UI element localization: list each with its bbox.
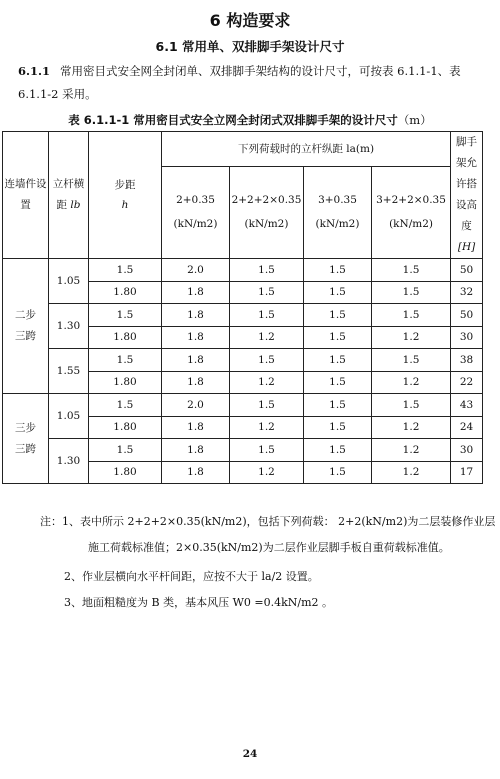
table-cell: 1.5 — [304, 304, 372, 327]
intro-paragraph — [18, 60, 486, 106]
lb-cell: 1.30 — [49, 439, 89, 484]
header-load-value: 2+2+2×0.35 — [231, 194, 302, 207]
table-cell: 38 — [451, 349, 483, 372]
table-cell: 1.2 — [230, 371, 304, 394]
header-bujv — [89, 132, 162, 259]
table-cell: 1.5 — [372, 349, 451, 372]
table-cell: 1.80 — [89, 461, 162, 484]
table-cell: 17 — [451, 461, 483, 484]
table-cell: 1.5 — [304, 394, 372, 417]
table-row — [3, 349, 483, 372]
table-cell: 1.5 — [372, 394, 451, 417]
table-cell: 1.2 — [372, 371, 451, 394]
table-caption-text: 表 6.1.1-1 常用密目式安全立网全封闭式双排脚手架的设计尺寸 — [68, 113, 398, 127]
table-cell: 22 — [451, 371, 483, 394]
header-bujv-label: 步距 — [114, 179, 136, 191]
table-row — [3, 439, 483, 462]
table-cell: 1.8 — [162, 371, 230, 394]
table-cell: 1.5 — [230, 394, 304, 417]
table-caption — [0, 112, 500, 128]
table-cell: 1.5 — [89, 304, 162, 327]
table-cell: 2.0 — [162, 259, 230, 282]
header-load-unit: (kN/m2) — [244, 218, 289, 231]
table-cell: 1.8 — [162, 416, 230, 439]
table-cell: 1.8 — [162, 439, 230, 462]
header-lb-symbol: lb — [70, 199, 81, 211]
table-cell: 1.5 — [304, 461, 372, 484]
table-cell: 1.8 — [162, 281, 230, 304]
table-cell: 2.0 — [162, 394, 230, 417]
note-1b: 施工荷载标准值；2×0.35(kN/m2)为二层作业层脚手板自重荷载标准值。 — [88, 541, 450, 554]
lb-cell: 1.05 — [49, 394, 89, 439]
table-cell: 1.80 — [89, 416, 162, 439]
header-load-value: 3+2+2×0.35 — [376, 194, 446, 207]
table-row — [3, 304, 483, 327]
table-cell: 32 — [451, 281, 483, 304]
table-cell: 1.8 — [162, 349, 230, 372]
table-cell: 1.80 — [89, 326, 162, 349]
table-cell: 1.2 — [372, 439, 451, 462]
note-2: 2、作业层横向水平杆间距，应按不大于 la/2 设置。 — [64, 570, 319, 583]
table-cell: 1.8 — [162, 326, 230, 349]
header-load-unit: (kN/m2) — [315, 218, 360, 231]
table-cell: 1.5 — [304, 371, 372, 394]
table-cell: 1.5 — [304, 259, 372, 282]
header-load-value: 2+0.35 — [176, 194, 215, 207]
table-cell: 1.5 — [304, 439, 372, 462]
table-row — [3, 259, 483, 282]
header-ligan-hengju — [49, 132, 89, 259]
header-lianqiang: 连墙件设置 — [3, 132, 49, 259]
note-1a: 注：1、表中所示 2+2+2×0.35(kN/m2)，包括下列荷载： 2+2(kN/m2)为二层装修作业层 — [40, 515, 496, 528]
header-load-col — [304, 166, 372, 258]
table-cell: 24 — [451, 416, 483, 439]
table-cell: 1.5 — [304, 349, 372, 372]
table-cell: 1.5 — [372, 281, 451, 304]
table-cell: 1.2 — [372, 461, 451, 484]
clause-text: 常用密目式安全网全封闭单、双排脚手架结构的设计尺寸，可按表 6.1.1-1、表 6.1.1-2 采用。 — [18, 64, 461, 101]
table-caption-unit: （m） — [397, 113, 432, 127]
table-cell: 1.8 — [162, 304, 230, 327]
table-cell: 1.5 — [304, 416, 372, 439]
chapter-title: 6 构造要求 — [209, 11, 291, 30]
clause-number: 6.1.1 — [18, 64, 51, 78]
note-3: 3、地面粗糙度为 B 类，基本风压 W0 =0.4kN/m2 。 — [64, 596, 334, 609]
table-cell: 1.5 — [89, 439, 162, 462]
table-cell: 1.5 — [89, 349, 162, 372]
table-cell: 1.5 — [304, 326, 372, 349]
lb-cell: 1.05 — [49, 259, 89, 304]
table-cell: 1.2 — [230, 416, 304, 439]
header-load-group: 下列荷载时的立杆纵距 la(m) — [162, 132, 451, 167]
table-cell: 1.2 — [230, 461, 304, 484]
header-h-symbol: h — [121, 199, 129, 211]
table-cell: 1.80 — [89, 371, 162, 394]
table-cell: 1.8 — [162, 461, 230, 484]
table-cell: 30 — [451, 326, 483, 349]
table-cell: 50 — [451, 259, 483, 282]
group-label: 二步三跨 — [3, 259, 49, 394]
header-load-unit: (kN/m2) — [389, 218, 433, 231]
header-ligan-hengju-label: 立杆横距 — [52, 178, 85, 211]
table-cell: 1.5 — [230, 349, 304, 372]
header-load-col — [230, 166, 304, 258]
table-cell: 1.80 — [89, 281, 162, 304]
group-label: 三步三跨 — [3, 394, 49, 484]
table-cell: 1.2 — [372, 416, 451, 439]
table-cell: 1.5 — [372, 259, 451, 282]
table-cell: 1.2 — [372, 326, 451, 349]
section-title: 6.1 常用单、双排脚手架设计尺寸 — [155, 39, 345, 54]
header-height-symbol: [H] — [457, 241, 476, 253]
table-cell: 1.5 — [89, 394, 162, 417]
table-cell: 1.5 — [230, 304, 304, 327]
table-cell: 1.5 — [89, 259, 162, 282]
table-cell: 1.2 — [230, 326, 304, 349]
table-cell: 43 — [451, 394, 483, 417]
header-load-col — [372, 166, 451, 258]
design-size-table — [2, 131, 483, 484]
header-load-value: 3+0.35 — [318, 194, 357, 207]
page-number: 24 — [242, 748, 258, 760]
header-height — [451, 132, 483, 259]
table-cell: 1.5 — [304, 281, 372, 304]
header-height-label: 脚手架允许搭设高度 — [456, 136, 478, 232]
table-cell: 30 — [451, 439, 483, 462]
header-load-col — [162, 166, 230, 258]
lb-cell: 1.55 — [49, 349, 89, 394]
table-cell: 1.5 — [372, 304, 451, 327]
table-cell: 1.5 — [230, 259, 304, 282]
table-cell: 1.5 — [230, 281, 304, 304]
table-cell: 50 — [451, 304, 483, 327]
table-cell: 1.5 — [230, 439, 304, 462]
lb-cell: 1.30 — [49, 304, 89, 349]
table-row — [3, 394, 483, 417]
header-load-unit: (kN/m2) — [173, 218, 218, 231]
